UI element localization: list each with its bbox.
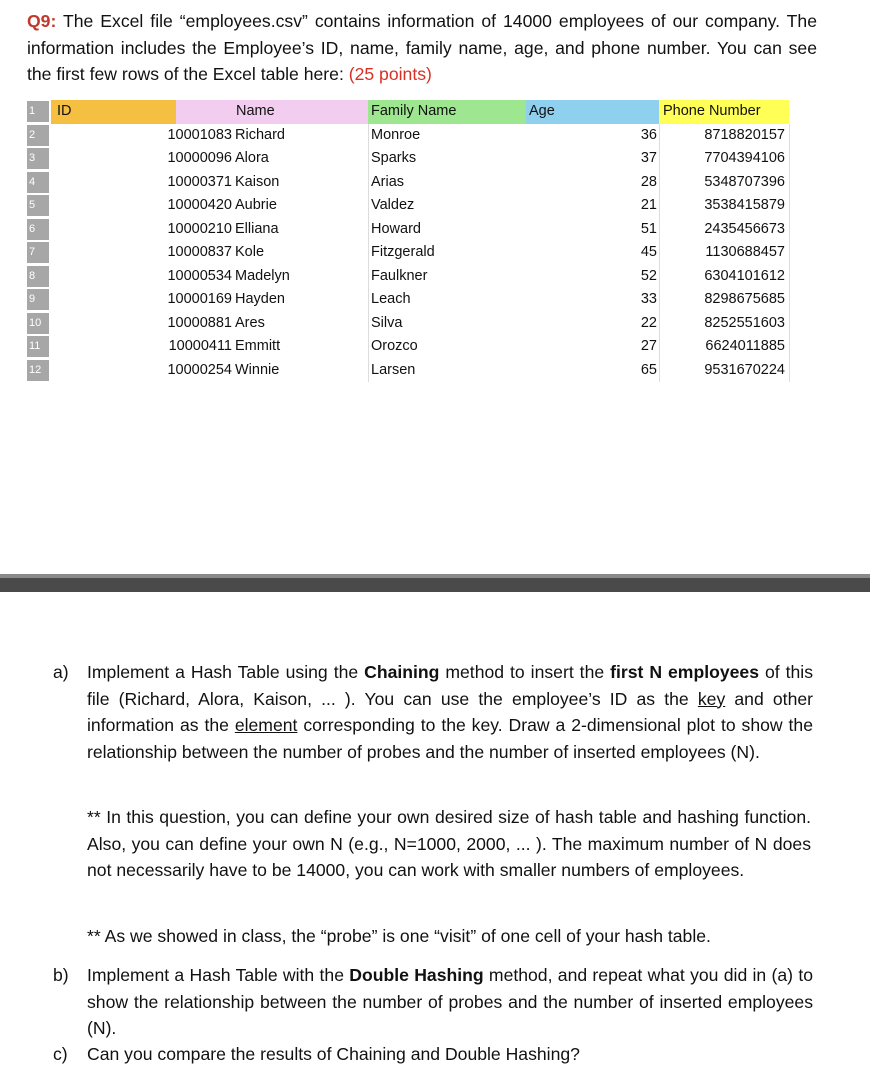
part-b-label: b) xyxy=(53,965,69,985)
table-row xyxy=(27,171,789,195)
cell-name: Emmitt xyxy=(235,338,281,354)
part-a-label: a) xyxy=(53,662,69,682)
row-number: 8 xyxy=(27,266,49,287)
cell-id: 10000881 xyxy=(167,314,232,331)
table-row xyxy=(27,359,789,383)
spreadsheet-table xyxy=(27,100,789,382)
part-a-text xyxy=(87,659,813,765)
cell-family-name: Leach xyxy=(371,291,411,307)
table-row xyxy=(27,124,789,148)
table-row xyxy=(27,335,789,359)
cell-age: 22 xyxy=(640,314,657,331)
cell-id: 10000210 xyxy=(167,220,232,237)
cell-id: 10000837 xyxy=(167,244,232,260)
part-b-text xyxy=(87,962,813,1042)
text-run: method to insert the xyxy=(439,662,611,682)
header-id: ID xyxy=(51,100,176,124)
row-number: 11 xyxy=(27,336,49,357)
bold-chaining: Chaining xyxy=(364,662,440,682)
row-number: 2 xyxy=(27,125,49,146)
part-b xyxy=(53,962,813,1042)
text-run: corresponding to the key. Draw a 2-dimensional plot to show the relationship between the number of probes and the number of inserted employees (N). xyxy=(87,715,813,762)
question-intro xyxy=(27,8,817,88)
cell-name: Richard xyxy=(235,126,285,143)
cell-id: 10000096 xyxy=(167,150,232,166)
table-row xyxy=(27,147,789,171)
cell-age: 37 xyxy=(640,150,657,166)
part-c-label: c) xyxy=(53,1044,68,1064)
page-separator xyxy=(0,574,870,592)
cell-id: 10000420 xyxy=(167,197,232,213)
cell-phone-number: 9531670224 xyxy=(704,361,785,378)
table-row xyxy=(27,288,789,312)
cell-age: 36 xyxy=(640,126,657,143)
cell-family-name: Orozco xyxy=(371,338,418,354)
row-number: 6 xyxy=(27,219,49,240)
cell-phone-number: 6304101612 xyxy=(704,267,785,284)
table-row xyxy=(27,218,789,242)
row-number: 4 xyxy=(27,172,49,193)
row-number: 9 xyxy=(27,289,49,310)
cell-id: 10000169 xyxy=(167,291,232,307)
cell-name: Kaison xyxy=(235,173,280,190)
header-age: Age xyxy=(526,100,659,124)
cell-age: 52 xyxy=(640,267,657,284)
question-points: (25 points) xyxy=(348,64,432,84)
underline-element: element xyxy=(234,715,298,735)
cell-family-name: Arias xyxy=(371,173,405,190)
part-c-text: Can you compare the results of Chaining and Double Hashing? xyxy=(87,1044,580,1064)
question-text: The Excel file “employees.csv” contains information of 14000 employees of our company. The information includes the Employee’s ID, name, family name, age, and phone number. You can see the first few rows of the Excel table here: xyxy=(27,11,817,84)
cell-age: 28 xyxy=(640,173,657,190)
cell-phone-number: 7704394106 xyxy=(704,150,785,166)
cell-name: Aubrie xyxy=(235,197,277,213)
cell-name: Madelyn xyxy=(235,267,290,284)
column-divider xyxy=(789,124,790,382)
cell-phone-number: 8298675685 xyxy=(704,291,785,307)
cell-family-name: Monroe xyxy=(371,126,421,143)
cell-age: 65 xyxy=(640,361,657,378)
cell-phone-number: 1130688457 xyxy=(705,244,785,260)
cell-family-name: Valdez xyxy=(371,197,415,213)
table-row xyxy=(27,194,789,218)
cell-id: 10000411 xyxy=(168,338,232,354)
cell-id: 10000534 xyxy=(167,267,232,284)
header-family-name: Family Name xyxy=(368,100,526,124)
cell-age: 51 xyxy=(640,220,657,237)
table-row xyxy=(27,265,789,289)
cell-family-name: Fitzgerald xyxy=(371,244,435,260)
cell-phone-number: 2435456673 xyxy=(704,220,785,237)
cell-phone-number: 6624011885 xyxy=(705,338,785,354)
table-body xyxy=(27,124,789,383)
text-run: Implement a Hash Table using the xyxy=(87,662,365,682)
cell-id: 10001083 xyxy=(167,126,232,143)
question-label: Q9: xyxy=(27,11,57,31)
cell-name: Ares xyxy=(235,314,265,331)
cell-phone-number: 8718820157 xyxy=(704,126,785,143)
cell-age: 27 xyxy=(640,338,657,354)
cell-family-name: Faulkner xyxy=(371,267,428,284)
part-c xyxy=(53,1041,813,1068)
column-divider xyxy=(659,124,660,382)
underline-key: key xyxy=(697,688,726,709)
cell-family-name: Silva xyxy=(371,314,403,331)
table-row xyxy=(27,241,789,265)
cell-name: Hayden xyxy=(235,291,285,307)
row-number: 3 xyxy=(27,148,49,169)
header-name: Name xyxy=(176,100,368,124)
cell-family-name: Larsen xyxy=(371,361,416,378)
cell-phone-number: 5348707396 xyxy=(704,173,785,190)
cell-name: Elliana xyxy=(235,220,279,237)
column-divider xyxy=(368,124,369,382)
cell-name: Winnie xyxy=(235,361,280,378)
note-probe-definition: ** As we showed in class, the “probe” is one “visit” of one cell of your hash table. xyxy=(87,926,711,946)
row-number: 1 xyxy=(27,101,49,122)
table-header-row xyxy=(27,100,789,124)
text-run: Implement a Hash Table with the xyxy=(87,965,350,985)
header-phone-number: Phone Number xyxy=(659,100,789,124)
text-run: of this file (Richard, Alora, Kaison, ... ). You can use the employee’s ID as the xyxy=(87,662,813,709)
row-number: 10 xyxy=(27,313,49,334)
note-hash-size: ** In this question, you can define your own desired size of hash table and hashing function. Also, you can define your own N (e.g., N=1000, 2000, ... ). The maximum number of N does not necessarily have to be 14000, you can work with smaller numbers of employees. xyxy=(87,807,811,880)
cell-phone-number: 8252551603 xyxy=(704,314,785,331)
cell-age: 33 xyxy=(640,291,657,307)
bold-first-n: first N employees xyxy=(610,662,759,682)
row-number: 7 xyxy=(27,242,49,263)
cell-age: 21 xyxy=(640,197,657,213)
cell-id: 10000254 xyxy=(167,361,232,378)
text-run: method, and repeat what you did in (a) to show the relationship between the number of probes and the number of inserted employees (N). xyxy=(87,965,813,1038)
cell-family-name: Howard xyxy=(371,220,421,237)
part-a xyxy=(53,659,813,765)
cell-name: Alora xyxy=(235,150,269,166)
cell-phone-number: 3538415879 xyxy=(704,197,785,213)
cell-name: Kole xyxy=(235,244,265,260)
text-run: and other information as the xyxy=(87,688,813,735)
row-number: 12 xyxy=(27,360,49,381)
cell-age: 45 xyxy=(640,244,657,260)
bold-double-hashing: Double Hashing xyxy=(349,965,484,985)
table-row xyxy=(27,312,789,336)
row-number: 5 xyxy=(27,195,49,216)
cell-family-name: Sparks xyxy=(371,150,417,166)
cell-id: 10000371 xyxy=(167,173,232,190)
